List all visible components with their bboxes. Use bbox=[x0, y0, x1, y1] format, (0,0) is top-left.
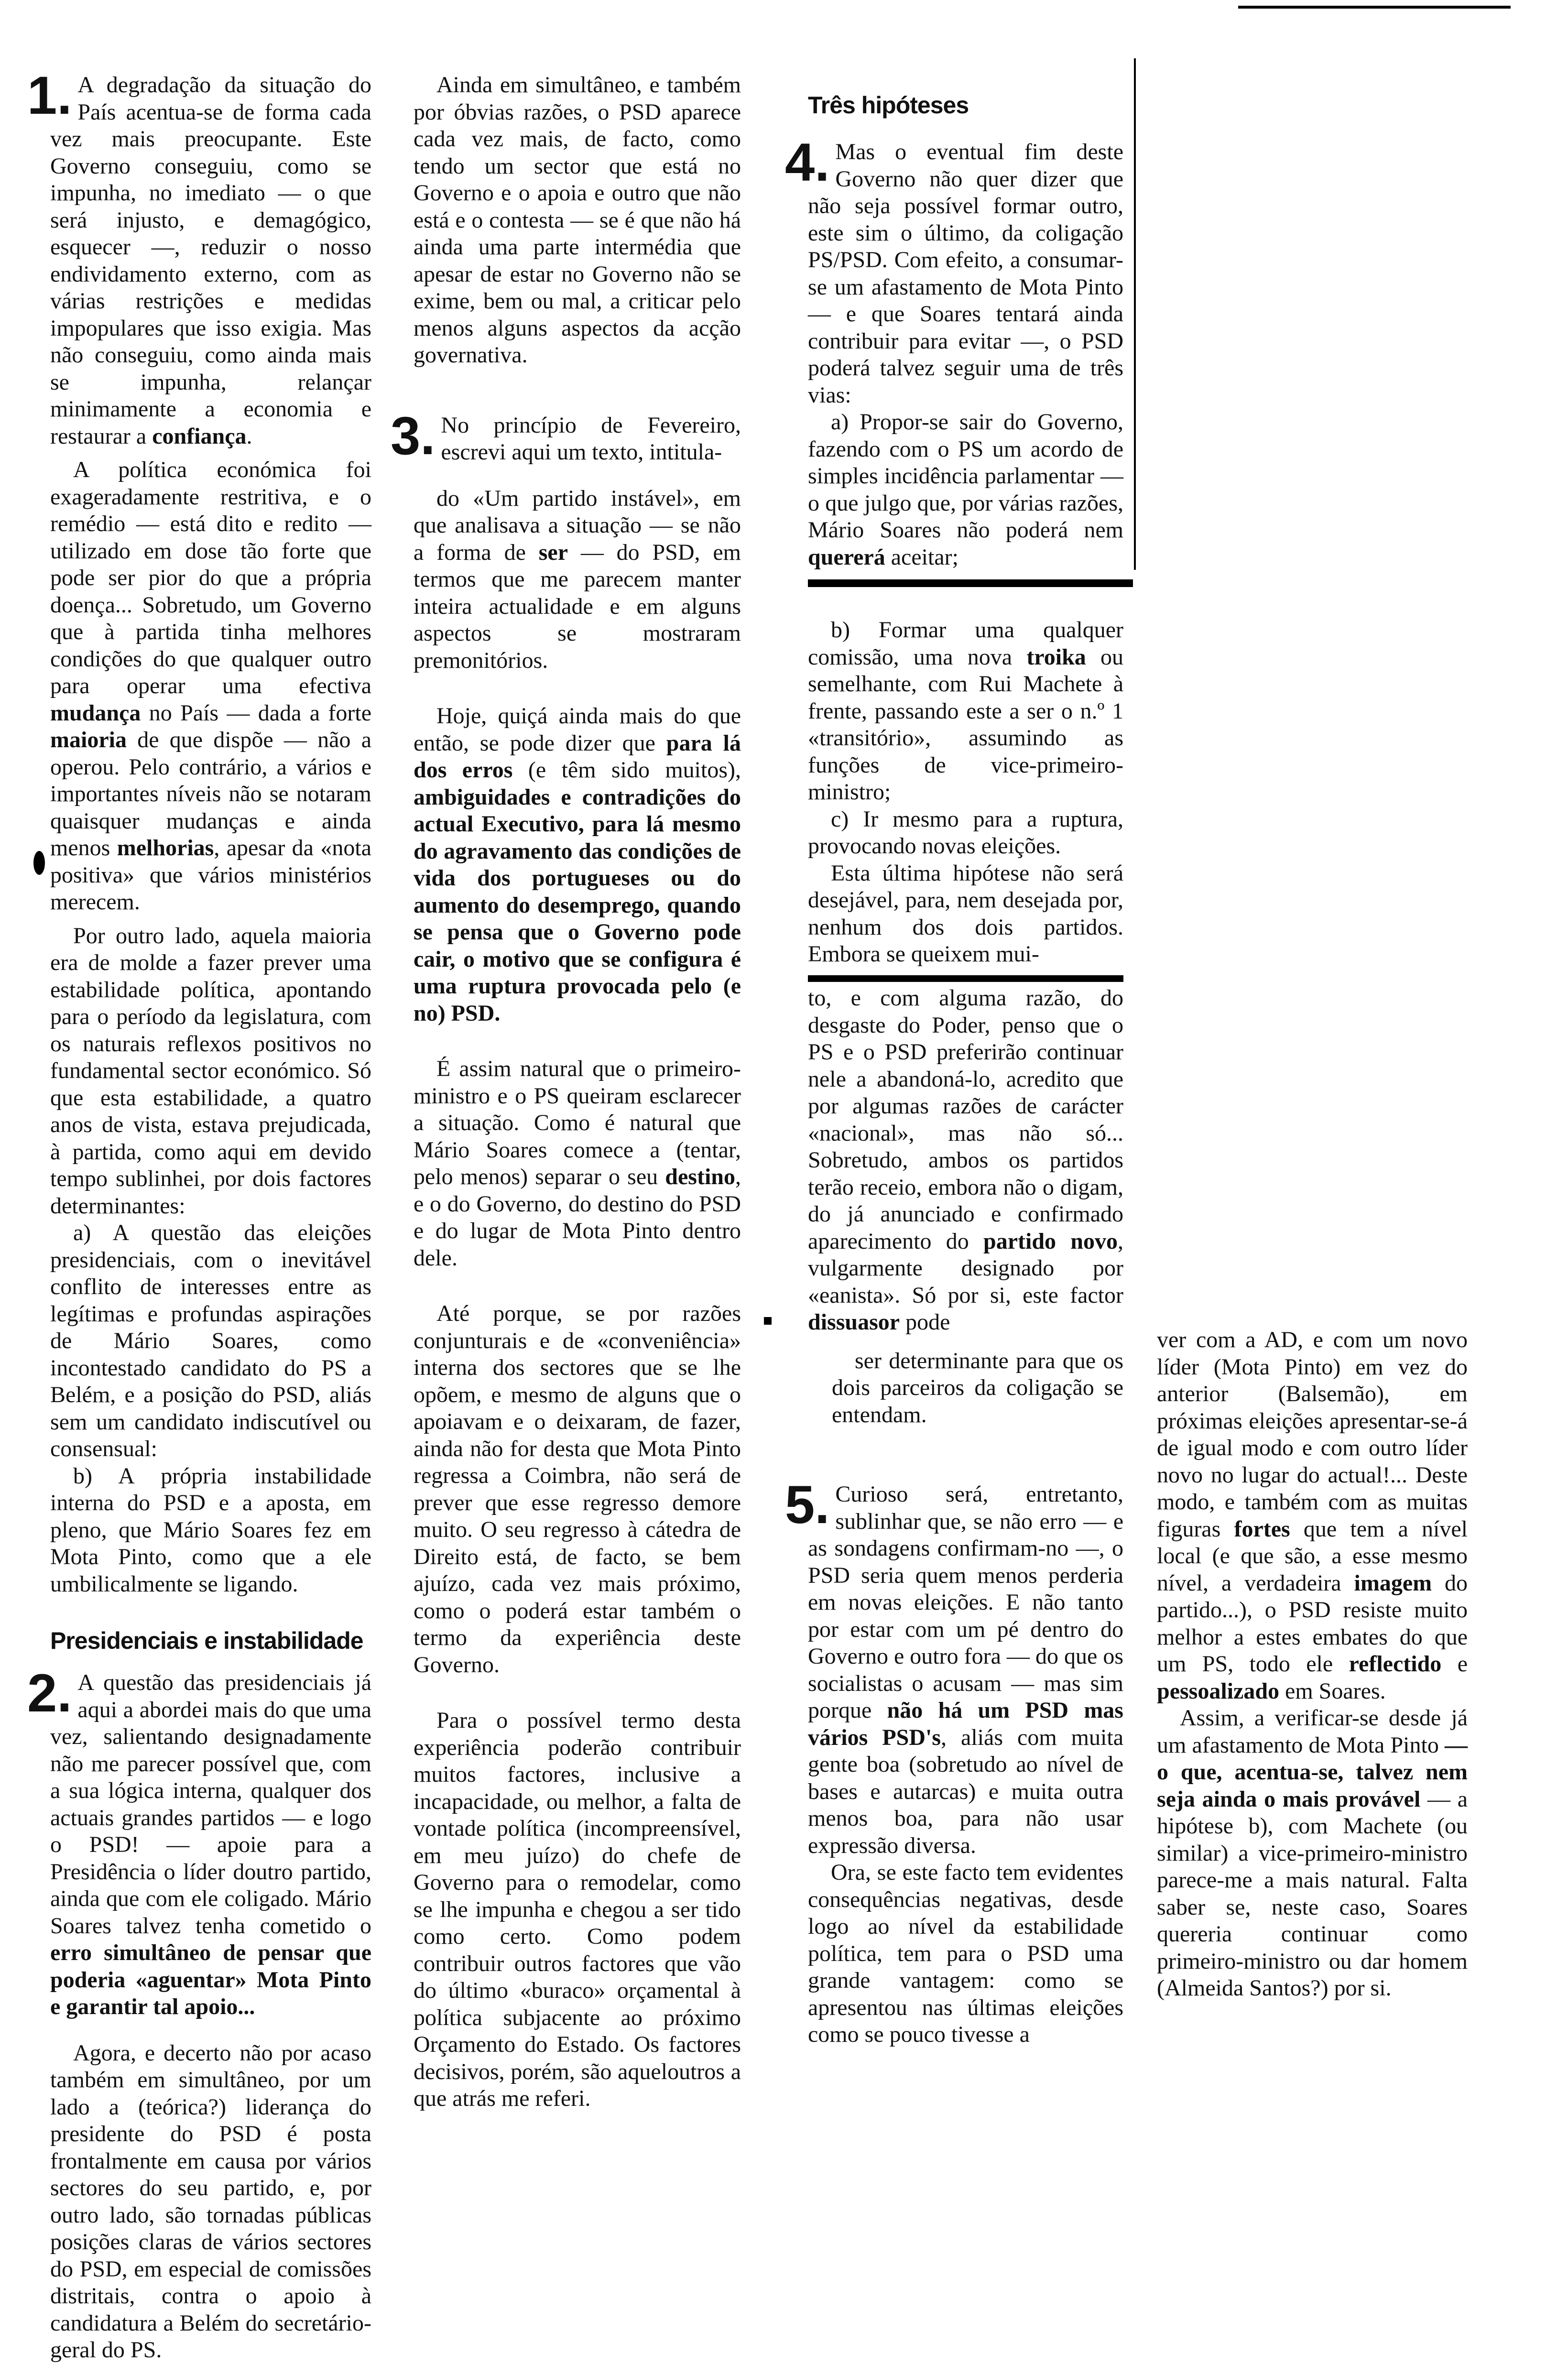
paragraph bbox=[808, 860, 1123, 968]
text-run: Até porque, se por razões conjunturais e de «conveniência» interna dos sectores que se lhe opõem, e mesmo de alguns que o apoiavam e o deixaram, de fazer, ainda não for desta que Mota Pinto regressa a Coimbra, não será de prever que esse regresso demore muito. O seu regresso à cátedra de Direito está, de facto, se bem ajuízo, cada vez mais próximo, como o poderá estar também o termo da experiência deste Governo. bbox=[414, 1301, 741, 1678]
text-run: — do PSD, em termos que me parecem manter inteira actualidade e em alguns aspectos se mostraram premonitórios. bbox=[414, 539, 741, 673]
section-heading: Três hipóteses bbox=[808, 92, 969, 119]
column-1 bbox=[27, 65, 371, 2364]
paragraph bbox=[808, 617, 1123, 806]
bold-text: — o que, acentua-se, talvez nem seja ainda o mais provável bbox=[1157, 1732, 1468, 1812]
bold-text: pessoalizado bbox=[1157, 1678, 1280, 1704]
text-run: b) Formar uma qualquer comissão, uma nova bbox=[808, 617, 1123, 670]
text-run: ser determinante para que os dois parceiros da coligação se entendam. bbox=[832, 1348, 1123, 1427]
paragraph bbox=[50, 923, 371, 1220]
ink-mark bbox=[33, 851, 45, 875]
text-run: Esta última hipótese não será desejável, para, nem desejada por, nenhum dos dois partidos. Embora se queixem mui- bbox=[808, 860, 1123, 967]
section-number: 5. bbox=[785, 1475, 830, 1535]
bold-text: erro simultâneo de pensar que poderia «aguentar» Mota Pinto e garantir tal apoio... bbox=[50, 1940, 371, 2019]
text-run: aceitar; bbox=[885, 544, 958, 570]
text-run: A questão das presidenciais já aqui a abordei mais do que uma vez, salientando designadamente não me parecer possível que, com a sua lógica interna, qualquer dos actuais grandes partidos — e logo o PSD! — apoie para a Presidência o líder doutro partido, ainda que com ele coligado. Mário Soares talvez tenha cometido o bbox=[50, 1670, 371, 1939]
text-run: pode bbox=[900, 1309, 950, 1335]
paragraph bbox=[414, 1056, 741, 1272]
column-4 bbox=[1157, 1327, 1468, 2002]
paragraph bbox=[1157, 1705, 1468, 2002]
paragraph bbox=[50, 457, 371, 916]
text-run: , e o do Governo, do destino do PSD e do lugar de Mota Pinto dentro dele. bbox=[414, 1164, 741, 1271]
paragraph bbox=[414, 1300, 741, 1678]
text-run: A política económica foi exageradamente restritiva, e o remédio — está dito e redito — utilizado em dose tão forte que pode ser pior do que a própria doença... Sobretudo, um Governo que à partida tinha melhores condições do que qualquer outro para operar uma efectiva bbox=[50, 457, 371, 698]
paragraph bbox=[808, 1859, 1123, 2048]
text-run: a) Propor-se sair do Governo, fazendo com o PS um acordo de simples incidência parlamentar — o que julgo que, por várias razões, Mário Soares não poderá nem bbox=[808, 409, 1123, 543]
paragraph bbox=[785, 132, 1123, 409]
text-run: de que dispõe — não a operou. Pelo contrário, a vários e importantes níveis não se notaram quaisquer mudanças e ainda menos bbox=[50, 727, 371, 861]
bold-text: ambiguidades e contradições do actual Executivo, para lá mesmo do agravamento das condições de vida dos portugueses ou do aumento do desemprego, quando se pensa que o Governo pode cair, o motivo que se configura é uma ruptura provocada pelo (e no) PSD. bbox=[414, 784, 741, 1026]
top-rule bbox=[1238, 6, 1511, 9]
paragraph bbox=[1157, 1327, 1468, 1705]
text-run: Hoje, quiçá ainda mais do que então, se pode dizer que bbox=[414, 703, 741, 756]
paragraph bbox=[808, 409, 1123, 571]
bold-text: não há um PSD mas vários PSD's bbox=[808, 1698, 1123, 1750]
text-run: , vulgarmente designado por «eanista». Só por si, este factor bbox=[808, 1228, 1123, 1308]
text-run: No princípio de Fevereiro, escrevi aqui um texto, intitula- bbox=[441, 412, 741, 465]
paragraph bbox=[414, 703, 741, 1027]
section-number: 4. bbox=[785, 132, 830, 192]
paragraph bbox=[50, 2040, 371, 2364]
column-3-middle bbox=[808, 617, 1123, 968]
column-2 bbox=[391, 72, 741, 2113]
paragraph bbox=[414, 1707, 741, 2113]
text-run: b) A própria instabilidade interna do PSD e a aposta, em pleno, que Mário Soares fez em Mota Pinto, como que a ele umbilicalmente se ligando. bbox=[50, 1463, 371, 1597]
text-run: Ora, se este facto tem evidentes consequências negativas, desde logo ao nível da estabilidade política, tem para o PSD uma grande vantagem: como se apresentou nas últimas eleições como se pouco tivesse a bbox=[808, 1860, 1123, 2047]
paragraph bbox=[808, 1348, 1123, 1429]
paragraph bbox=[50, 1463, 371, 1598]
text-run: Por outro lado, aquela maioria era de molde a fazer prever uma estabilidade política, apontando para o período da legislatura, com os naturais reflexos positivos no fundamental sector económico. Só que esta estabilidade, a quatro anos de vista, estava prejudicada, à partida, como aqui em devido tempo sublinhei, por dois factores determinantes: bbox=[50, 923, 371, 1219]
text-run: É assim natural que o primeiro-ministro e o PS queiram esclarecer a situação. Como é natural que Mário Soares comece a (tentar, pelo menos) separar o seu bbox=[414, 1056, 741, 1189]
text-run: , apesar da «nota positiva» que vários ministérios merecem. bbox=[50, 835, 371, 915]
section-heading: Presidenciais e instabilidade bbox=[50, 1627, 363, 1654]
text-run: Agora, e decerto não por acaso também em simultâneo, por um lado a (teórica?) liderança do presidente do PSD é posta frontalmente em causa por vários sectores do seu partido, e, por outro lado, são tornadas públicas posições claras de vários sectores do PSD, em especial de comissões distritais, contra o apoio à candidatura a Belém do secretário-geral do PS. bbox=[50, 2040, 371, 2363]
bold-text: fortes bbox=[1234, 1516, 1290, 1542]
paragraph bbox=[414, 72, 741, 369]
text-run: c) Ir mesmo para a ruptura, provocando novas eleições. bbox=[808, 806, 1123, 859]
paragraph bbox=[414, 485, 741, 675]
bold-text: maioria bbox=[50, 727, 127, 752]
paragraph bbox=[785, 1475, 1123, 1859]
text-run: A degradação da situação do País acentua-se de forma cada vez mais preocupante. Este Governo conseguiu, como se impunha, no imediato — o que será injusto, e demagógico, esquecer —, reduzir o nosso endividamento externo, com as várias restrições e medidas impopulares que isso exigia. Mas não conseguiu, como ainda mais se impunha, relançar minimamente a economia e restaurar a bbox=[50, 72, 371, 449]
bold-text: reflectido bbox=[1349, 1651, 1442, 1677]
column-rule-vertical bbox=[1134, 58, 1136, 570]
text-run: . bbox=[246, 423, 252, 449]
text-run: ou semelhante, com Rui Machete à frente, passando este a ser o n.º 1 «transitório», assumindo as funções de vice-primeiro-ministro; bbox=[808, 644, 1124, 805]
bold-text: confiança bbox=[152, 423, 247, 449]
section-number: 3. bbox=[391, 405, 436, 466]
section-rule bbox=[808, 579, 1133, 587]
bold-text: mudança bbox=[50, 700, 141, 726]
bold-text: ser bbox=[538, 539, 568, 565]
bold-text: troika bbox=[1026, 644, 1086, 670]
text-run: no País — dada a forte bbox=[141, 700, 371, 726]
section-number: 2. bbox=[27, 1663, 72, 1723]
bold-text: dissuasor bbox=[808, 1309, 900, 1335]
bold-text: melhorias bbox=[117, 835, 214, 861]
paragraph bbox=[27, 1663, 371, 2021]
bold-text: para lá dos erros bbox=[414, 730, 741, 783]
column-3-lower bbox=[785, 985, 1123, 2048]
text-run: Mas o eventual fim deste Governo não quer dizer que não seja possível formar outro, este sim o último, da coligação PS/PSD. Com efeito, a consumar-se um afastamento de Mota Pinto — e que Soares tentará ainda contribuir para evitar —, o PSD poderá talvez seguir uma de três vias: bbox=[808, 139, 1123, 408]
paragraph bbox=[50, 1220, 371, 1463]
text-run: ver com a AD, e com um novo líder (Mota Pinto) em vez do anterior (Balsemão), em próximas eleições apresentar-se-á de igual modo e com outro líder novo no lugar do actual!... Deste modo, e também com as muitas figuras bbox=[1157, 1327, 1468, 1542]
text-run: Curioso será, entretanto, sublinhar que, se não erro — e as sondagens confirmam-no —, o PSD seria quem menos perderia em novas eleições. E não tanto por estar com um pé dentro do Governo e outro fora — do que os socialistas o acusam — mas sim porque bbox=[808, 1482, 1123, 1723]
paragraph bbox=[808, 806, 1123, 860]
section-number: 1. bbox=[27, 65, 72, 125]
ink-mark bbox=[764, 1317, 772, 1325]
text-run: em Soares. bbox=[1279, 1678, 1386, 1704]
text-run: , aliás com muita gente boa (sobretudo ao nível de bases e autarcas) e muita outra menos boa, para não usar expressão diversa. bbox=[808, 1724, 1123, 1858]
paragraph bbox=[27, 65, 371, 450]
text-run: do «Um partido instável», em que analisava a situação — se não a forma de bbox=[414, 485, 741, 565]
section-rule bbox=[808, 975, 1123, 982]
text-run: do partido...), o PSD resiste muito melhor a estes embates do que um PS, todo ele bbox=[1157, 1570, 1468, 1677]
bold-text: quererá bbox=[808, 544, 885, 570]
text-run: que tem a nível local (e que são, a esse mesmo nível, a verdadeira bbox=[1157, 1516, 1468, 1596]
text-run: a) A questão das eleições presidenciais, com o inevitável conflito de interesses entre as legítimas e profundas aspirações de Mário Soares, como incontestado candidato do PS a Belém, e a posição do PSD, aliás sem um candidato indiscutível ou consensual: bbox=[50, 1220, 371, 1461]
text-run: to, e com alguma razão, do desgaste do Poder, penso que o PS e o PSD preferirão continuar nele a abandoná-lo, acredito que por algumas razões de carácter «nacional», mas não só... Sobretudo, ambos os partidos terão receio, embora não o digam, do já anunciado e confirmado aparecimento do bbox=[808, 985, 1123, 1254]
text-run: Para o possível termo desta experiência poderão contribuir muitos factores, inclusive a incapacidade, ou melhor, a falta de vontade política (incompreensível, em meu juízo) do chefe de Governo para o remodelar, como se lhe impunha e chegou a ser tido como certo. Como podem contribuir outros factores que vão do último «buraco» orçamental à política subjacente ao próximo Orçamento do Estado. Os factores decisivos, porém, são aqueloutros a que atrás me referi. bbox=[414, 1708, 741, 2111]
text-run: — a hipótese b), com Machete (ou similar) a vice-primeiro-ministro parece-me a mais natural. Falta saber se, neste caso, Soares quereria continuar como primeiro-ministro ou dar homem (Almeida Santos?) por si. bbox=[1157, 1786, 1468, 2001]
bold-text: partido novo bbox=[983, 1228, 1118, 1254]
text-run: Assim, a verificar-se desde já um afastamento de Mota Pinto bbox=[1157, 1705, 1468, 1758]
text-run: e bbox=[1441, 1651, 1468, 1677]
bold-text: imagem bbox=[1354, 1570, 1432, 1596]
text-run: (e têm sido muitos), bbox=[512, 757, 741, 783]
bold-text: destino bbox=[665, 1164, 735, 1189]
text-run: Ainda em simultâneo, e também por óbvias razões, o PSD aparece cada vez mais, de facto, como tendo um sector que está no Governo e o apoia e outro que não está e o contesta — se é que não há ainda uma parte intermédia que apesar de estar no Governo não se exime, bem ou mal, a criticar pelo menos alguns aspectos da acção governativa. bbox=[414, 72, 741, 368]
paragraph bbox=[391, 405, 741, 466]
column-3-top bbox=[785, 91, 1123, 571]
paragraph bbox=[808, 985, 1123, 1336]
